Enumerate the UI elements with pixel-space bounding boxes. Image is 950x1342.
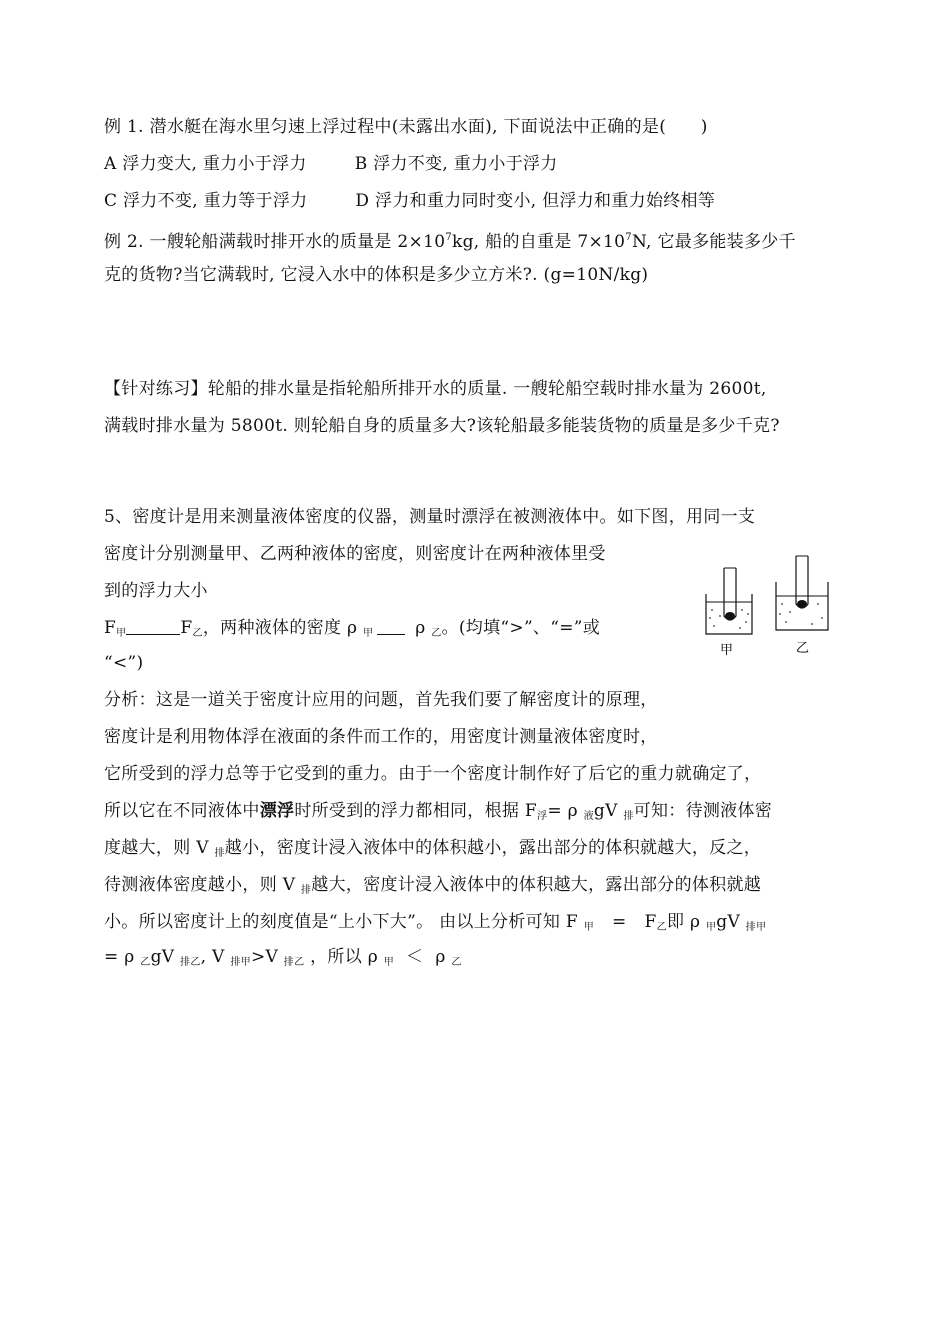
analysis-line8 — [104, 945, 462, 975]
beaker-jia — [706, 568, 752, 634]
ex1-options-row2 — [104, 189, 715, 213]
q5-sub-yi: 乙 — [192, 628, 203, 639]
analysis-lt: ＜ — [406, 947, 424, 967]
analysis-l8-e: ，所以 ρ — [304, 947, 384, 967]
q5-tail: 。(均填“>”、“=”或 — [441, 618, 601, 638]
q5-line3: 到的浮力大小 — [104, 581, 208, 601]
analysis-l7-d: gV — [716, 912, 746, 932]
analysis-eq: = — [612, 912, 627, 932]
q5-blank-density[interactable] — [377, 618, 405, 635]
figure-label-jia: 甲 — [720, 643, 734, 658]
ex2-text-3: N, 它最多能装多少千 — [631, 232, 796, 252]
ex1-option-a: A 浮力变大, 重力小于浮力 — [104, 154, 307, 174]
q5-sub-yi-2: 乙 — [431, 628, 442, 639]
analysis-line3: 它所受到的浮力总等于它受到的重力。由于一个密度计制作好了后它的重力就确定了， — [104, 764, 762, 784]
analysis-l4-a: 所以它在不同液体中 — [104, 801, 260, 821]
analysis-sub-pai-2: 排 — [214, 848, 225, 859]
analysis-l8-f: ρ — [435, 947, 452, 967]
ex1-question: 例 1. 潜水艇在海水里匀速上浮过程中(未露出水面), 下面说法中正确的是( ) — [104, 117, 708, 137]
ex1-option-b: B 浮力不变, 重力小于浮力 — [354, 154, 558, 174]
ex2-exponent-1: 7 — [445, 232, 452, 243]
analysis-l8-c: , V — [200, 947, 231, 967]
analysis-line1: 分析：这是一道关于密度计应用的问题，首先我们要了解密度计的原理， — [104, 690, 658, 710]
analysis-line6 — [104, 873, 761, 903]
analysis-sub-fu: 浮 — [537, 811, 548, 822]
analysis-sub-ye: 液 — [583, 811, 594, 822]
analysis-l7-a: 小。所以密度计上的刻度值是“上小下大”。 由以上分析可知 F — [104, 912, 584, 932]
q5-density-text: ，两种液体的密度 ρ — [202, 618, 363, 638]
ex2-line1 — [104, 226, 796, 254]
analysis-sub-pai-3: 排 — [300, 885, 312, 896]
ex2-text-1: 例 2. 一艘轮船满载时排开水的质量是 2×10 — [104, 232, 446, 252]
analysis-l7-b: F — [644, 912, 657, 932]
q5-line1: 5、密度计是用来测量液体密度的仪器，测量时漂浮在被测液体中。如下图，用同一支 — [104, 507, 756, 527]
analysis-l8-b: gV — [150, 947, 181, 967]
ex1-option-c: C 浮力不变, 重力等于浮力 — [104, 191, 308, 211]
analysis-sub-jia: 甲 — [583, 922, 594, 933]
beaker-yi — [776, 556, 828, 630]
q5-f-1: F — [104, 618, 117, 638]
analysis-line2: 密度计是利用物体浮在液面的条件而工作的，用密度计测量液体密度时， — [104, 727, 658, 747]
q5-sub-jia: 甲 — [116, 628, 127, 639]
analysis-l5-b: 越小，密度计浸入液体中的体积越小，露出部分的体积就越大，反之， — [224, 838, 762, 858]
analysis-sub-jia-3: 甲 — [383, 957, 395, 968]
q5-line4 — [104, 616, 600, 646]
analysis-l6-b: 越大，密度计浸入液体中的体积越大，露出部分的体积就越 — [311, 875, 762, 895]
analysis-l4-d: = ρ — [547, 801, 584, 821]
ex2-text-2: kg, 船的自重是 7×10 — [452, 232, 626, 252]
ex1-option-d: D 浮力和重力同时变小, 但浮力和重力始终相等 — [355, 191, 716, 211]
analysis-l5-a: 度越大，则 V — [104, 838, 215, 858]
analysis-sub-paiyi-2: 排乙 — [283, 957, 305, 968]
analysis-sub-yi-3: 乙 — [451, 957, 462, 968]
analysis-l4-c: 时所受到的浮力都相同，根据 F — [294, 801, 538, 821]
analysis-l8-d: >V — [250, 947, 284, 967]
analysis-sub-jia-2: 甲 — [705, 922, 717, 933]
analysis-line7 — [104, 910, 766, 940]
analysis-sub-paiyi: 排乙 — [180, 957, 201, 968]
analysis-sub-yi: 乙 — [656, 922, 667, 933]
q5-line2: 密度计分别测量甲、乙两种液体的密度，则密度计在两种液体里受 — [104, 544, 606, 564]
q5-f-2: F — [180, 618, 193, 638]
analysis-sub-pai: 排 — [623, 811, 634, 822]
ex1-options-row1 — [104, 152, 558, 176]
hydrometer-figure — [700, 552, 850, 664]
analysis-sub-paijia-2: 排甲 — [230, 957, 251, 968]
analysis-sub-yi-2: 乙 — [140, 957, 151, 968]
practice-line1: 【针对练习】轮船的排水量是指轮船所排开水的质量. 一艘轮船空载时排水量为 2600t, — [104, 379, 767, 399]
analysis-sub-paijia: 排甲 — [745, 922, 767, 933]
q5-rho: ρ — [415, 618, 432, 638]
analysis-l6-a: 待测液体密度越小，则 V — [104, 875, 301, 895]
analysis-l8-a: = ρ — [104, 947, 141, 967]
analysis-l7-c: 即 ρ — [666, 912, 706, 932]
practice-line2: 满载时排水量为 5800t. 则轮船自身的质量多大?该轮船最多能装货物的质量是多少千克? — [104, 416, 780, 436]
q5-blank-force[interactable] — [126, 618, 180, 635]
analysis-line5 — [104, 836, 761, 866]
figure-label-yi: 乙 — [796, 641, 810, 656]
ex2-exponent-2: 7 — [625, 232, 632, 243]
q5-sub-jia-2: 甲 — [362, 628, 374, 639]
analysis-l4-bold: 漂浮 — [259, 801, 295, 821]
analysis-line4 — [104, 799, 772, 829]
analysis-l4-f: 可知：待测液体密 — [633, 801, 773, 821]
q5-line5: “<”) — [104, 653, 144, 673]
ex2-line2: 克的货物?当它满载时, 它浸入水中的体积是多少立方米?. (g=10N/kg) — [104, 265, 649, 285]
analysis-l4-e: gV — [593, 801, 624, 821]
